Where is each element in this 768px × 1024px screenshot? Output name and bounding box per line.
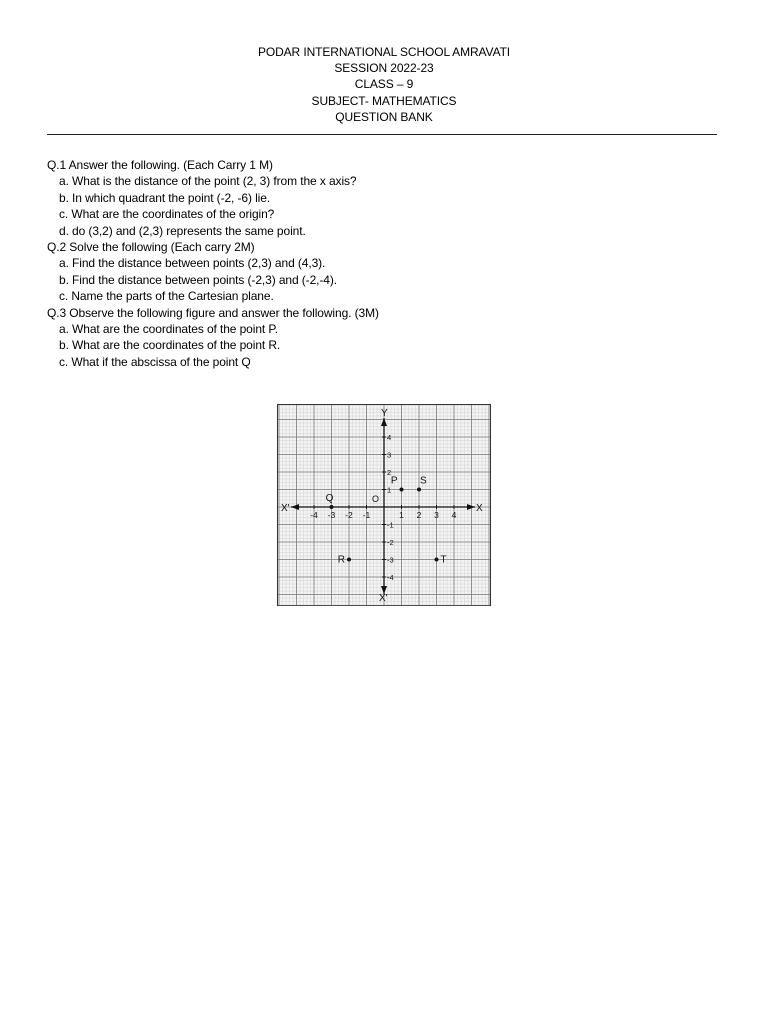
question-item: b. Find the distance between points (-2,3) and (-2,-4).	[59, 272, 337, 287]
subject-line: SUBJECT- MATHEMATICS	[311, 93, 457, 108]
x-tick-label: -1	[362, 510, 371, 520]
session-line: SESSION 2022-23	[334, 61, 434, 76]
point-p	[400, 488, 404, 492]
x-tick-label: 1	[399, 510, 404, 520]
question-heading: Q.1 Answer the following. (Each Carry 1 M)	[47, 158, 273, 172]
question-item: a. Find the distance between points (2,3) and (4,3).	[59, 256, 326, 271]
question-list	[47, 157, 727, 370]
question-heading: Q.3 Observe the following figure and answer the following. (3M)	[47, 305, 379, 320]
point-label-t: T	[440, 554, 447, 566]
cartesian-plane-svg	[277, 404, 491, 606]
point-t	[435, 558, 439, 562]
point-q	[330, 505, 334, 509]
class-line: CLASS – 9	[354, 77, 414, 92]
y-tick-label: 1	[387, 485, 392, 495]
point-r	[347, 558, 351, 562]
question-item: a. What are the coordinates of the point P.	[59, 322, 278, 337]
x-tick-label: -2	[345, 510, 353, 520]
y-tick-label: 4	[387, 433, 392, 442]
x-tick-label: -4	[310, 510, 318, 520]
question-item: c. What if the abscissa of the point Q	[59, 354, 251, 369]
question-item: c. What are the coordinates of the origin?	[59, 207, 275, 222]
point-label-s: S	[420, 475, 427, 487]
cartesian-plane-figure	[277, 404, 491, 606]
x-axis-label: X	[476, 503, 483, 514]
origin-label: O	[372, 494, 380, 504]
point-s	[417, 488, 421, 492]
y-tick-label: -3	[387, 555, 394, 565]
document-title: QUESTION BANK	[335, 109, 433, 124]
x-tick-label: 3	[434, 510, 439, 520]
y-tick-label: 2	[387, 468, 392, 477]
x-tick-label: 4	[451, 510, 457, 520]
y-tick-label: -1	[387, 520, 394, 530]
question-item: c. Name the parts of the Cartesian plane.	[59, 289, 274, 304]
question-item: b. In which quadrant the point (-2, -6) lie.	[59, 190, 271, 205]
point-label-q: Q	[325, 493, 334, 504]
x-axis-neg-label: X'	[281, 503, 290, 514]
point-label-p: P	[390, 475, 398, 487]
question-heading: Q.2 Solve the following (Each carry 2M)	[47, 240, 255, 255]
header-divider	[47, 134, 717, 135]
x-tick-label: 2	[416, 510, 422, 520]
document-header	[0, 44, 768, 125]
y-axis-neg-label: X'	[379, 593, 388, 604]
y-tick-label: -2	[387, 538, 394, 547]
school-name: PODAR INTERNATIONAL SCHOOL AMRAVATI	[257, 45, 511, 59]
y-axis-label: Y	[381, 408, 388, 419]
y-tick-label: 3	[387, 450, 392, 460]
point-label-r: R	[337, 554, 345, 566]
question-item: b. What are the coordinates of the point R.	[59, 338, 281, 353]
x-tick-label: -3	[327, 510, 336, 520]
question-item: a. What is the distance of the point (2, 3) from the x axis?	[59, 174, 357, 189]
question-item: d. do (3,2) and (2,3) represents the same point.	[59, 223, 306, 238]
y-tick-label: -4	[387, 573, 394, 582]
